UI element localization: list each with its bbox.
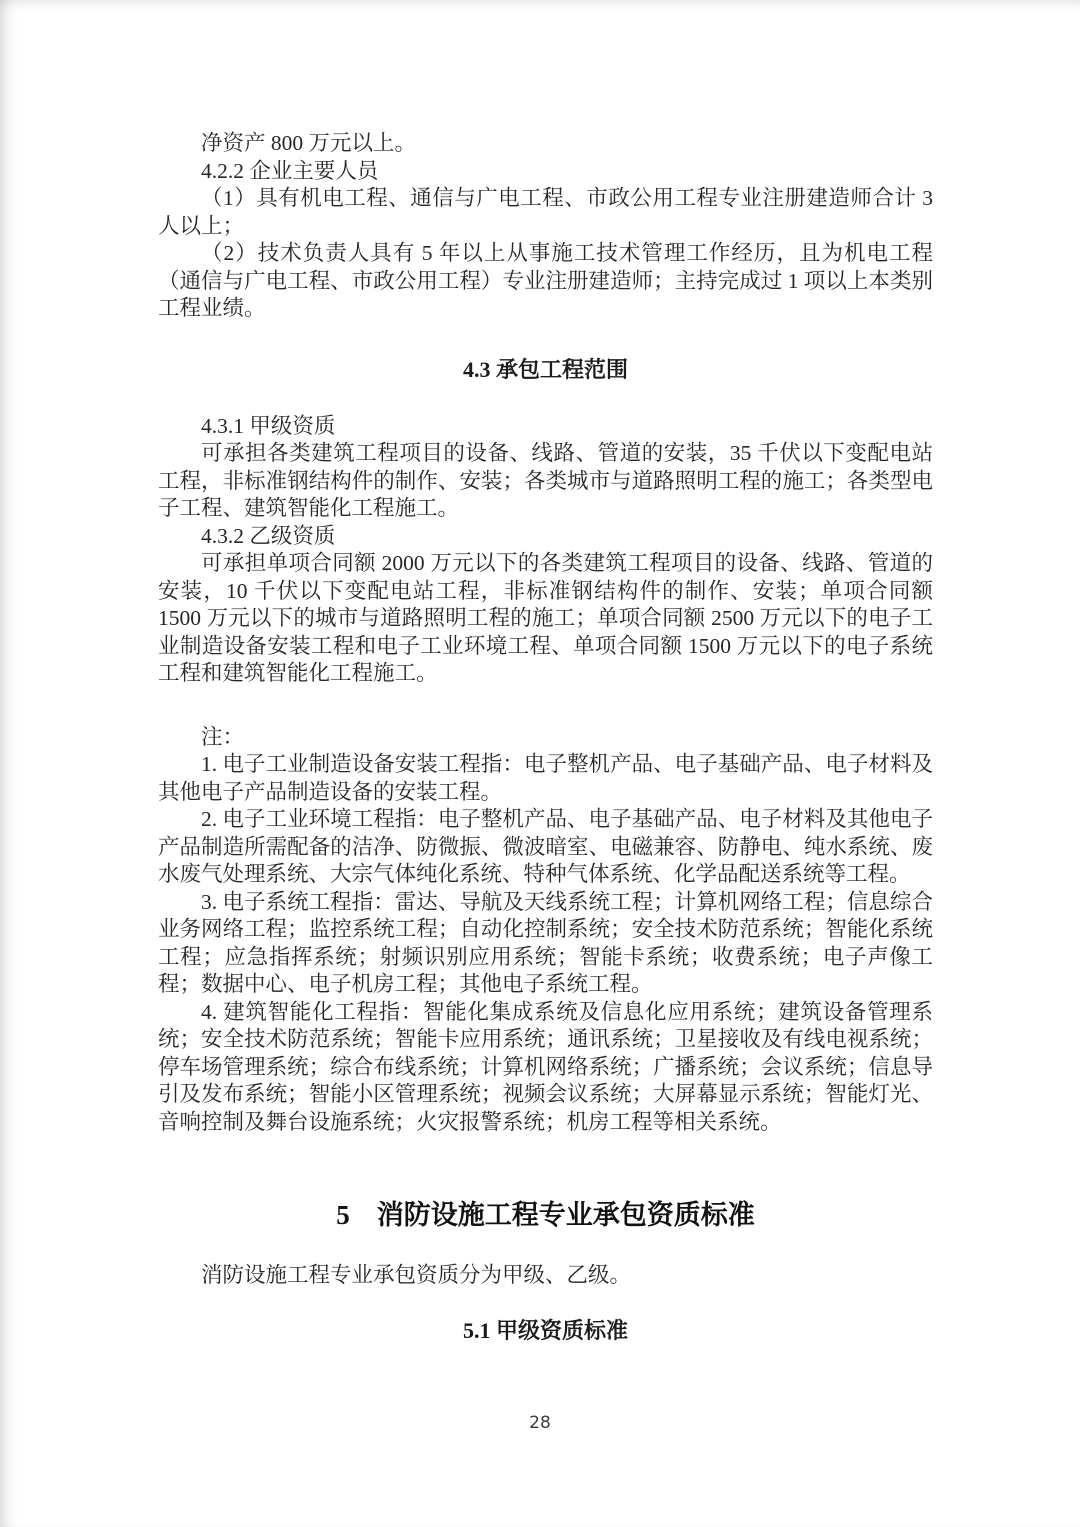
paragraph-net-assets: 净资产 800 万元以上。 [201,131,417,155]
paragraph-grade-a-scope: 可承担各类建筑工程项目的设备、线路、管道的安装，35 千伏以下变配电站工程，非标准钢结构件的制作、安装；各类城市与道路照明工程的施工；各类型电子工程、建筑智能化工程施工。 [158,441,933,520]
subsection-heading-4-2-2: 4.2.2 企业主要人员 [201,158,379,183]
subsection-heading-4-3-1: 4.3.1 甲级资质 [201,413,336,438]
paragraph-chapter-5-intro: 消防设施工程专业承包资质分为甲级、乙级。 [201,1263,632,1287]
document-content [158,130,933,1346]
section-heading-4-3: 4.3 承包工程范围 [462,356,628,382]
note-2: 2. 电子工业环境工程指：电子整机产品、电子基础产品、电子材料及其他电子产品制造所需配备的洁净、防微振、微波暗室、电磁兼容、防静电、纯水系统、废水废气处理系统、大宗气体纯化系统、特种气体系统、化学品配送系统等工程。 [158,807,933,886]
paragraph-grade-b-scope: 可承担单项合同额 2000 万元以下的各类建筑工程项目的设备、线路、管道的安装，10 千伏以下变配电站工程，非标准钢结构件的制作、安装；单项合同额 1500 万元以下的城市与道路照明工程的施工；单项合同额 2500 万元以下的电子工业制造设备安装工程和电子工业环境工程、单项合同额 1500 万元以下的电子系统工程和建筑智能化工程施工。 [158,551,933,685]
chapter-heading-5: 5 消防设施工程专业承包资质标准 [336,1200,755,1230]
note-4: 4. 建筑智能化工程指：智能化集成系统及信息化应用系统；建筑设备管理系统；安全技术防范系统；智能卡应用系统；通讯系统；卫星接收及有线电视系统；停车场管理系统；综合布线系统；计算机网络系统；广播系统；会议系统；信息导引及发布系统；智能小区管理系统；视频会议系统；大屏幕显示系统；智能灯光、音响控制及舞台设施系统；火灾报警系统；机房工程等相关系统。 [158,999,933,1134]
subsection-heading-4-3-2: 4.3.2 乙级资质 [201,523,336,548]
note-3: 3. 电子系统工程指：雷达、导航及天线系统工程；计算机网络工程；信息综合业务网络工程；监控系统工程；自动化控制系统；安全技术防范系统；智能化系统工程；应急指挥系统；射频识别应用系统；智能卡系统；收费系统；电子声像工程；数据中心、电子机房工程；其他电子系统工程。 [158,889,933,996]
note-1: 1. 电子工业制造设备安装工程指：电子整机产品、电子基础产品、电子材料及其他电子产品制造设备的安装工程。 [158,752,933,804]
paragraph-item-2: （2）技术负责人具有 5 年以上从事施工技术管理工作经历，且为机电工程（通信与广电工程、市政公用工程）专业注册建造师；主持完成过 1 项以上本类别工程业绩。 [158,241,933,320]
section-heading-5-1: 5.1 甲级资质标准 [462,1317,628,1343]
page-number: 28 [529,1413,551,1433]
paragraph-item-1: （1）具有机电工程、通信与广电工程、市政公用工程专业注册建造师合计 3 人以上； [158,186,933,238]
note-label: 注： [201,724,245,749]
